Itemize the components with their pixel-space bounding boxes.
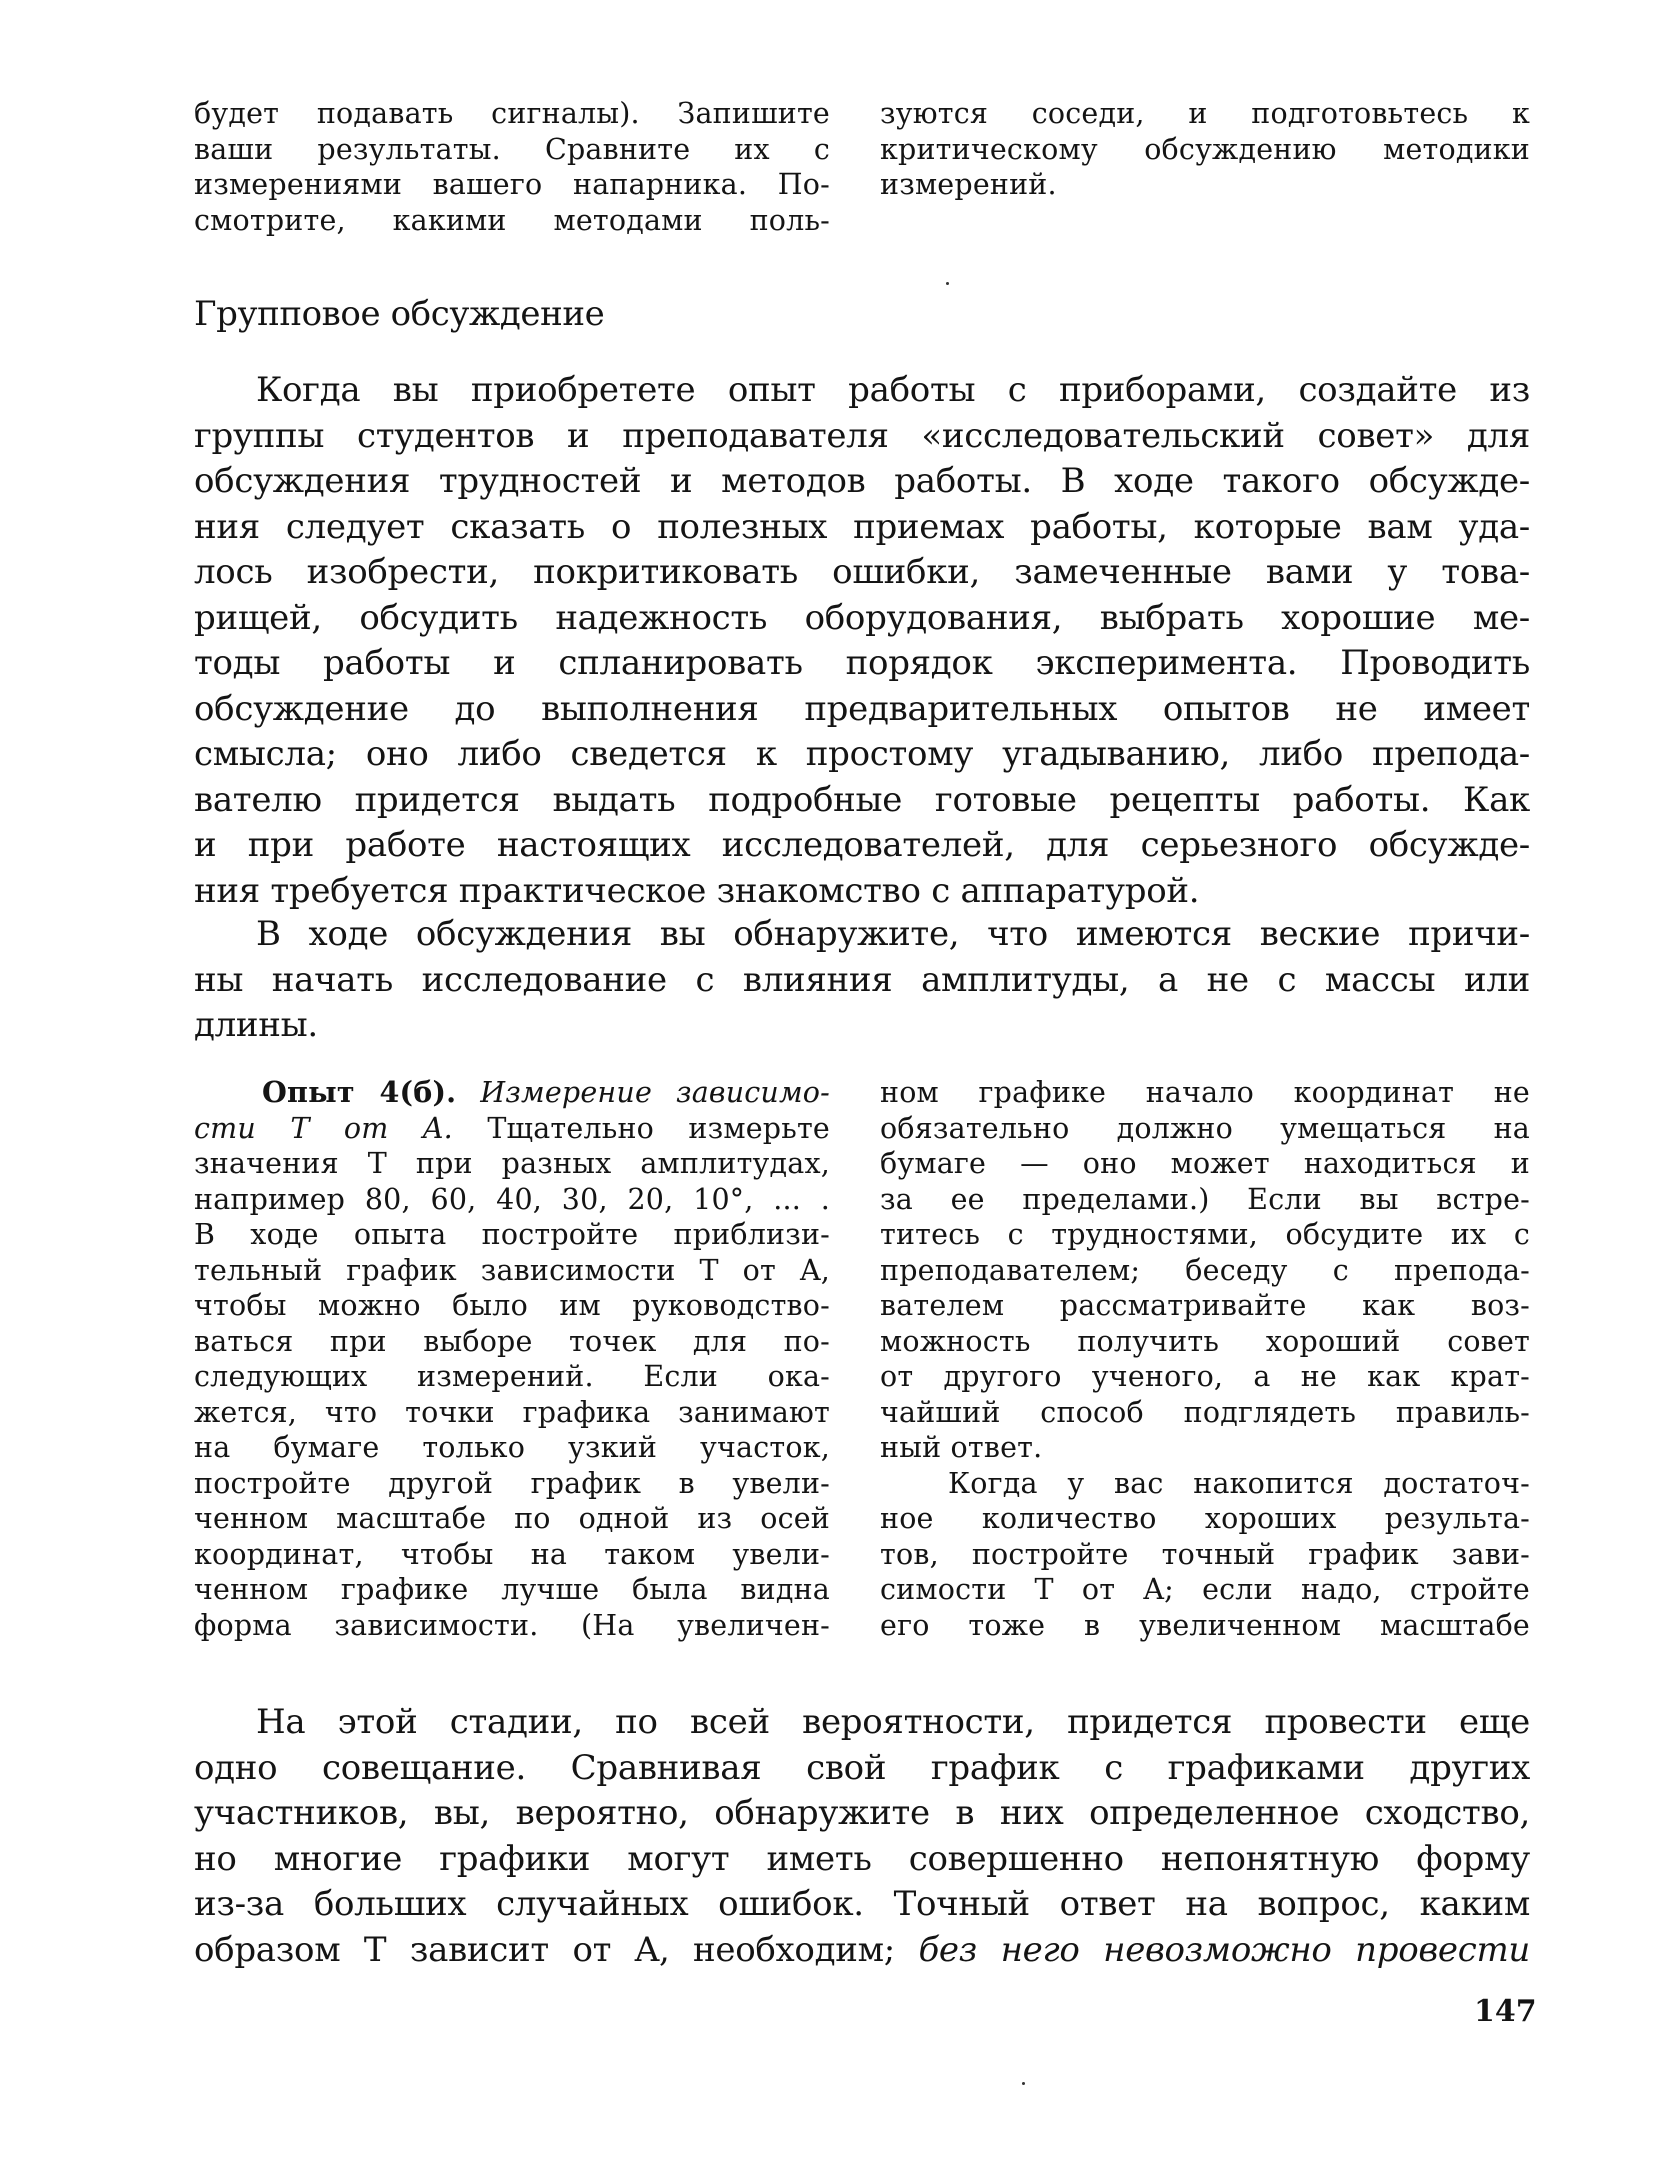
text-line: можность получить хороший совет: [880, 1324, 1530, 1358]
top-left-column: [194, 96, 830, 238]
text-line: обсуждения трудностей и методов работы. В ходе такого обсужде-: [194, 461, 1530, 501]
text-line: одно совещание. Сравнивая свой график с графиками других: [194, 1747, 1530, 1788]
text-line: значения T при разных амплитудах,: [194, 1147, 830, 1180]
text-line: тельный график зависимости T от A,: [194, 1253, 830, 1287]
text-line: бумаге — оно может находиться и: [880, 1147, 1530, 1180]
text-line: Когда вы приобретете опыт работы с приборами, создайте из: [256, 370, 1530, 410]
text-line: ваши результаты. Сравните их с: [194, 132, 830, 166]
text-line: ный ответ.: [880, 1431, 1043, 1464]
text-line: группы студентов и преподавателя «исследовательский совет» для: [194, 415, 1530, 456]
speck: [1022, 2082, 1025, 2085]
text-line: ния следует сказать о полезных приемах работы, которые вам уда-: [194, 506, 1530, 547]
experiment-label: Опыт 4(б).: [262, 1075, 457, 1109]
text-line: постройте другой график в увели-: [194, 1466, 830, 1500]
experiment-title: сти T от A.: [194, 1111, 453, 1145]
experiment-title-line: [194, 1075, 830, 1111]
text-line: В ходе опыта постройте приблизи-: [194, 1218, 830, 1251]
text-line: симости T от A; если надо, стройте: [880, 1573, 1530, 1606]
text-line: от другого ученого, а не как крат-: [880, 1360, 1530, 1393]
text-line: ны начать исследование с влияния амплитуды, а не с массы или: [194, 959, 1530, 1000]
text-line: рищей, обсудить надежность оборудования, выбрать хорошие ме-: [194, 597, 1530, 638]
paragraph-3: [194, 1700, 1530, 1973]
text-line: участников, вы, вероятно, обнаружите в них определенное сходство,: [194, 1793, 1530, 1833]
section-heading: Групповое обсуждение: [194, 294, 605, 334]
text-line: В ходе обсуждения вы обнаружите, что имеются веские причи-: [256, 914, 1530, 954]
text-line: На этой стадии, по всей вероятности, придется провести еще: [256, 1702, 1530, 1742]
text-line: ченном графике лучше была видна: [194, 1573, 830, 1606]
text-span: образом T зависит от A, необходим;: [194, 1929, 895, 1970]
text-line: например 80, 60, 40, 30, 20, 10°, ... .: [194, 1182, 830, 1216]
text-line: следующих измерений. Если ока-: [194, 1360, 830, 1393]
text-line: [194, 1928, 1530, 1974]
text-line: обсуждение до выполнения предварительных опытов не имеет: [194, 688, 1530, 729]
text-line: Когда у вас накопится достаточ-: [948, 1466, 1530, 1500]
text-line: ваться при выборе точек для по-: [194, 1324, 830, 1358]
text-line: на бумаге только узкий участок,: [194, 1431, 830, 1464]
text-line: за ее пределами.) Если вы встре-: [880, 1182, 1530, 1216]
speck: [946, 282, 949, 285]
text-line: и при работе настоящих исследователей, для серьезного обсужде-: [194, 825, 1530, 865]
experiment-left-column: [194, 1075, 830, 1643]
text-line: длины.: [194, 1005, 318, 1045]
emphasis-text: без него невозможно провести: [918, 1929, 1530, 1970]
text-line: координат, чтобы на таком увели-: [194, 1537, 830, 1571]
text-line: преподавателем; беседу с препода-: [880, 1253, 1530, 1287]
text-line: ченном масштабе по одной из осей: [194, 1502, 830, 1535]
text-line: ном графике начало координат не: [880, 1076, 1530, 1109]
text-line: обязательно должно умещаться на: [880, 1111, 1530, 1145]
paragraph-1: [194, 368, 1530, 914]
text-line: измерениями вашего напарника. По-: [194, 168, 830, 201]
text-line: его тоже в увеличенном масштабе: [880, 1608, 1530, 1642]
text-line: вателю придется выдать подробные готовые рецепты работы. Как: [194, 779, 1530, 820]
text-line: но многие графики могут иметь совершенно непонятную форму: [194, 1838, 1530, 1879]
text-line: тоды работы и спланировать порядок эксперимента. Проводить: [194, 643, 1530, 683]
text-line: форма зависимости. (На увеличен-: [194, 1608, 830, 1642]
text-line: будет подавать сигналы). Запишите: [194, 97, 830, 130]
text-line: жется, что точки графика занимают: [194, 1395, 830, 1429]
text-line: из-за больших случайных ошибок. Точный ответ на вопрос, каким: [194, 1884, 1530, 1924]
text-line: чайший способ подглядеть правиль-: [880, 1395, 1530, 1429]
text-line: смотрите, какими методами поль-: [194, 203, 830, 237]
paragraph-2: [194, 912, 1530, 1049]
text-line: вателем рассматривайте как воз-: [880, 1289, 1530, 1322]
top-right-column: [880, 96, 1530, 203]
text-line: ния требуется практическое знакомство с аппаратурой.: [194, 870, 1200, 911]
text-line: [194, 1111, 830, 1147]
text-span: Тщательно измерьте: [487, 1111, 830, 1145]
text-line: измерений.: [880, 168, 1057, 201]
text-line: смысла; оно либо сведется к простому угадыванию, либо препода-: [194, 734, 1530, 774]
experiment-right-column: [880, 1075, 1530, 1643]
text-line: лось изобрести, покритиковать ошибки, замеченные вами у това-: [194, 552, 1530, 592]
experiment-title: Измерение зависимо-: [480, 1076, 830, 1109]
text-line: критическому обсуждению методики: [880, 132, 1530, 166]
page-number: 147: [1474, 1994, 1537, 2029]
text-line: ное количество хороших результа-: [880, 1502, 1530, 1535]
text-line: тов, постройте точный график зави-: [880, 1537, 1530, 1571]
text-line: зуются соседи, и подготовьтесь к: [880, 97, 1530, 130]
text-line: титесь с трудностями, обсудите их с: [880, 1218, 1530, 1251]
text-line: чтобы можно было им руководство-: [194, 1289, 830, 1322]
